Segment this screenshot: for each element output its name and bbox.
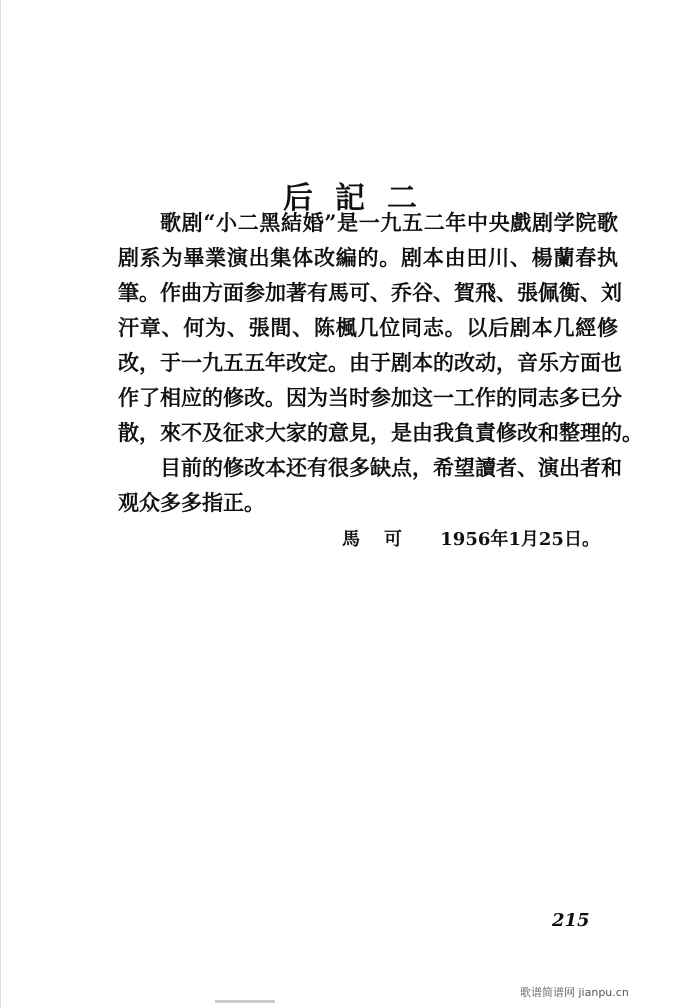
- author-name: 馬可: [342, 529, 426, 550]
- scan-artifact: [215, 1000, 275, 1003]
- signature-block: [342, 525, 600, 551]
- paragraph-2: [118, 450, 622, 520]
- text-line: 作了相应的修改。因为当时参加这一工作的同志多已分: [118, 385, 622, 410]
- text-line: 歌剧“小二黑結婚”是一九五二年中央戲剧学院歌: [160, 210, 618, 235]
- text-line: 筆。作曲方面参加著有馬可、乔谷、賀飛、張佩衡、刘: [118, 280, 622, 305]
- paragraph-1: [118, 205, 643, 450]
- signature-date: 1956年1月25日。: [440, 529, 600, 550]
- page-edge-shadow: [0, 0, 1, 1008]
- text-line: 散，來不及征求大家的意見，是由我負責修改和整理的。: [118, 420, 643, 445]
- text-line: 观众多多指正。: [118, 490, 265, 515]
- text-line: 目前的修改本还有很多缺点，希望讀者、演出者和: [160, 455, 622, 480]
- text-line: 剧系为畢業演出集体改編的。剧本由田川、楊蘭春执: [118, 245, 618, 270]
- text-line: 汗章、何为、張間、陈楓几位同志。以后剧本几經修: [118, 315, 618, 340]
- site-watermark: 歌谱简谱网 jianpu.cn: [520, 986, 629, 999]
- page-number: 215: [552, 910, 590, 931]
- page-title: 后記二: [283, 181, 439, 217]
- text-line: 改，于一九五五年改定。由于剧本的改动，音乐方面也: [118, 350, 622, 375]
